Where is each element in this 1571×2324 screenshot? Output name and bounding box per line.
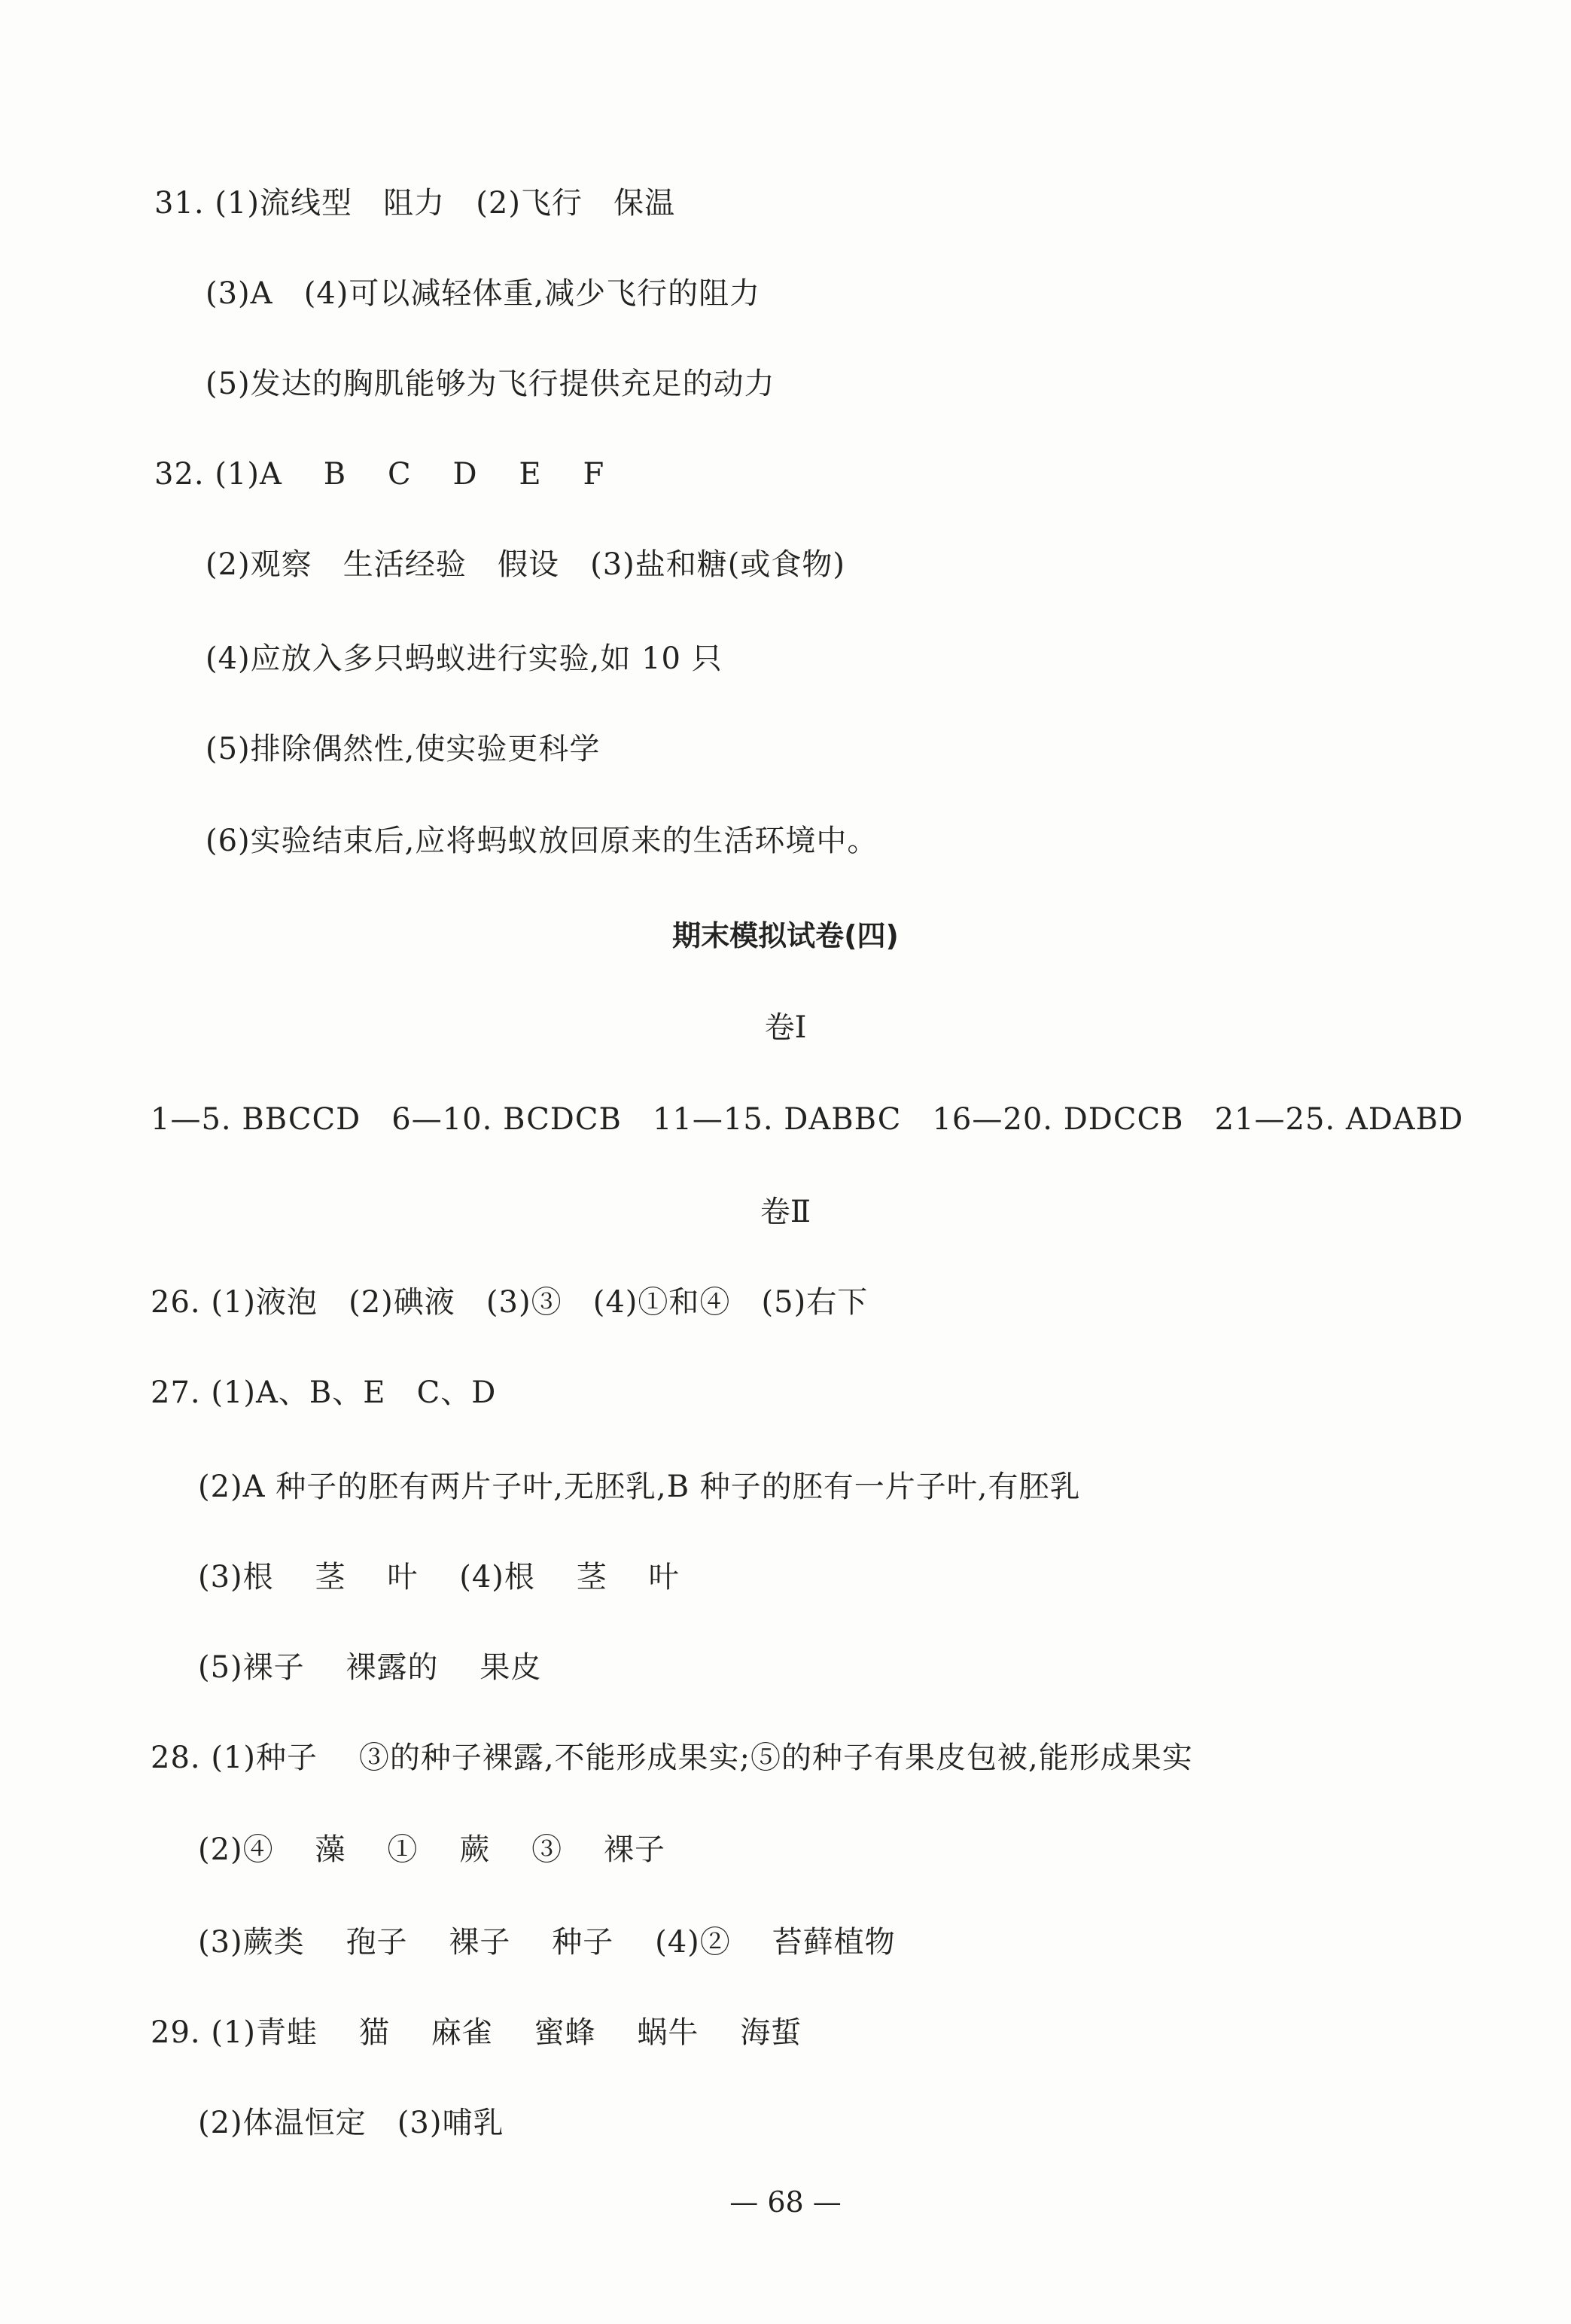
answer-28-line-2: (2)④ 藻 ① 蕨 ③ 裸子 xyxy=(198,1832,665,1867)
part-one-heading: 卷Ⅰ xyxy=(764,1010,807,1045)
answer-32-line-3: (4)应放入多只蚂蚁进行实验,如 10 只 xyxy=(206,641,723,676)
answer-29-line-2: (2)体温恒定 (3)哺乳 xyxy=(198,2106,504,2140)
answer-31-line-1: 31. (1)流线型 阻力 (2)飞行 保温 xyxy=(154,186,676,221)
answer-31-line-2: (3)A (4)可以减轻体重,减少飞行的阻力 xyxy=(206,276,761,311)
answer-26: 26. (1)液泡 (2)碘液 (3)③ (4)①和④ (5)右下 xyxy=(151,1285,869,1320)
answer-27-line-3: (3)根 茎 叶 (4)根 茎 叶 xyxy=(198,1560,680,1595)
answer-31-line-3: (5)发达的胸肌能够为飞行提供充足的动力 xyxy=(206,367,775,401)
section-title: 期末模拟试卷(四) xyxy=(672,919,899,952)
answer-28-line-3: (3)蕨类 孢子 裸子 种子 (4)② 苔藓植物 xyxy=(198,1925,896,1960)
part-two-heading: 卷Ⅱ xyxy=(760,1195,811,1229)
answer-27-line-4: (5)裸子 裸露的 果皮 xyxy=(198,1650,542,1685)
page-number: — 68 — xyxy=(729,2185,842,2219)
answer-27-line-1: 27. (1)A、B、E C、D xyxy=(151,1375,497,1410)
answer-29-line-1: 29. (1)青蛙 猫 麻雀 蜜蜂 蜗牛 海蜇 xyxy=(151,2015,802,2050)
answer-32-line-1: 32. (1)A B C D E F xyxy=(154,457,605,492)
answer-28-line-1: 28. (1)种子 ③的种子裸露,不能形成果实;⑤的种子有果皮包被,能形成果实 xyxy=(151,1741,1193,1775)
answer-32-line-2: (2)观察 生活经验 假设 (3)盐和糖(或食物) xyxy=(206,547,845,582)
answer-32-line-5: (6)实验结束后,应将蚂蚁放回原来的生活环境中。 xyxy=(206,824,878,858)
answer-32-line-4: (5)排除偶然性,使实验更科学 xyxy=(206,732,601,766)
answer-27-line-2: (2)A 种子的胚有两片子叶,无胚乳,B 种子的胚有一片子叶,有胚乳 xyxy=(198,1470,1081,1504)
multiple-choice-answers: 1—5. BBCCD 6—10. BCDCB 11—15. DABBC 16—20. DDCCB 21—25. ADABD xyxy=(151,1102,1464,1137)
